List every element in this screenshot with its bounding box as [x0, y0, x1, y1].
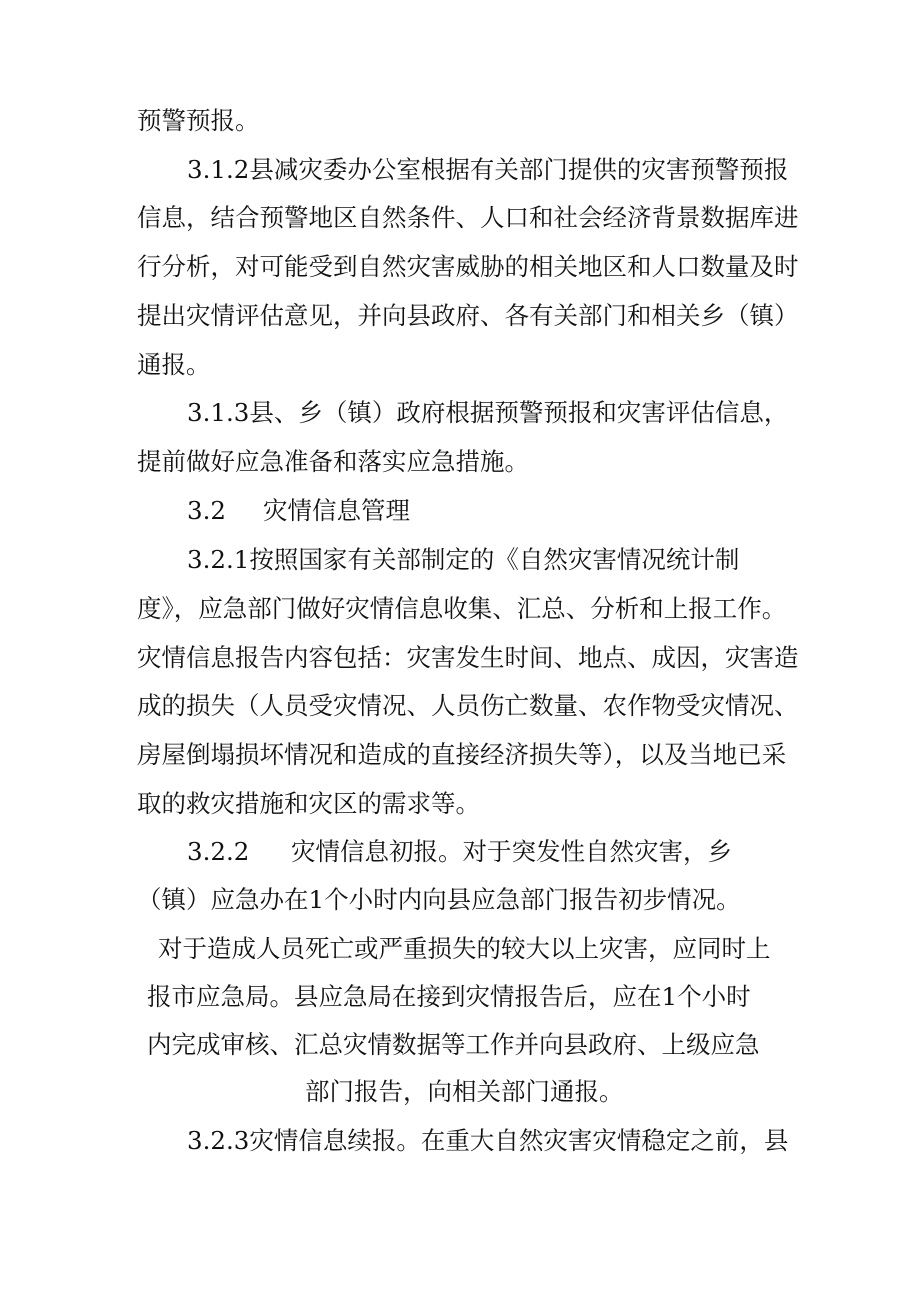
paragraph-line: 度》，应急部门做好灾情信息收集、汇总、分析和上报工作。	[137, 594, 787, 623]
paragraph-line: 灾情信息报告内容包括：灾害发生时间、地点、成因，灾害造	[137, 643, 799, 672]
paragraph-line: 通报。	[137, 350, 211, 379]
section-heading	[187, 496, 410, 526]
item-text: 灾情信息初报。对于突发性自然灾害，乡	[291, 837, 732, 866]
paragraph-line: 3.2.1按照国家有关部制定的《自然灾害情况统计制	[187, 545, 740, 574]
paragraph-line: 提前做好应急准备和落实应急措施。	[137, 447, 529, 476]
section-title: 灾情信息管理	[263, 496, 410, 525]
paragraph-line: 报市应急局。县应急局在接到灾情报告后，应在1个小时	[147, 982, 751, 1011]
paragraph-line: （镇）应急办在1个小时内向县应急部门报告初步情况。	[137, 885, 741, 914]
section-number: 3.2	[187, 496, 226, 525]
paragraph-line: 3.2.3灾情信息续报。在重大自然灾害灾情稳定之前，县	[187, 1126, 789, 1155]
paragraph-line: 成的损失（人员受灾情况、人员伤亡数量、农作物受灾情况、	[137, 691, 799, 720]
paragraph-line: 预警预报。	[137, 106, 260, 135]
paragraph-line: 对于造成人员死亡或严重损失的较大以上灾害，应同时上	[158, 934, 771, 963]
paragraph-line: 3.1.3县、乡（镇）政府根据预警预报和灾害评估信息，	[187, 398, 789, 427]
paragraph-line: 部门报告，向相关部门通报。	[305, 1077, 624, 1106]
paragraph-line: 房屋倒塌损坏情况和造成的直接经济损失等），以及当地已采	[137, 740, 787, 769]
paragraph-line: 取的救灾措施和灾区的需求等。	[137, 789, 480, 818]
paragraph-line: 信息，结合预警地区自然条件、人口和社会经济背景数据库进	[137, 203, 799, 232]
item-number: 3.2.2	[187, 837, 250, 866]
paragraph-line: 行分析，对可能受到自然灾害威胁的相关地区和人口数量及时	[137, 252, 799, 281]
paragraph-line: 内完成审核、汇总灾情数据等工作并向县政府、上级应急	[147, 1030, 760, 1059]
paragraph-line: 提出灾情评估意见，并向县政府、各有关部门和相关乡（镇）	[137, 301, 799, 330]
paragraph-line: 3.1.2县减灾委办公室根据有关部门提供的灾害预警预报	[187, 155, 789, 184]
paragraph-line	[187, 837, 732, 867]
